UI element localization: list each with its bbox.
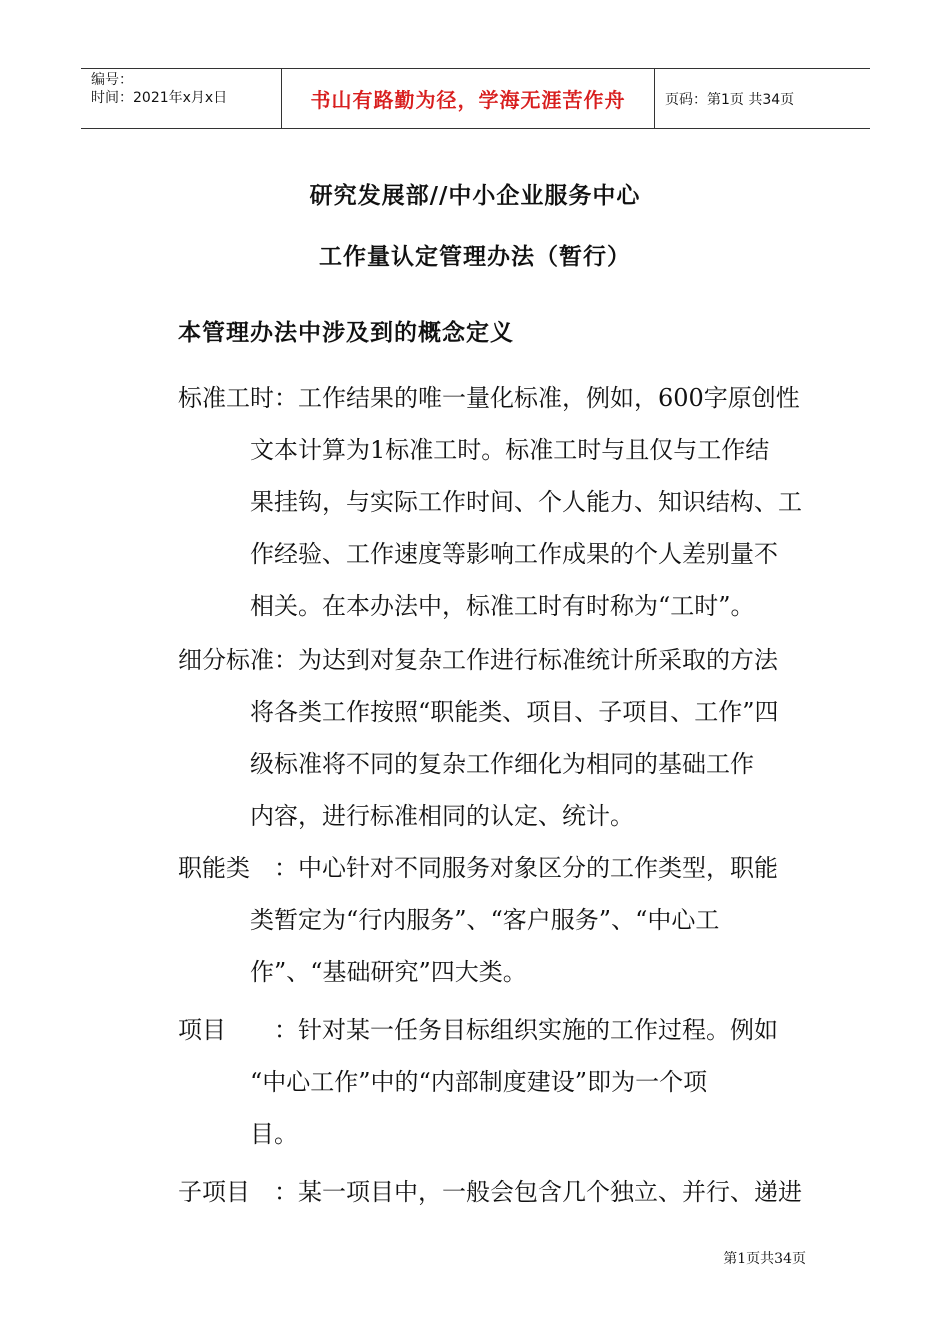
definition-line: 内容，进行标准相同的认定、统计。 <box>250 802 634 830</box>
definition-project <box>178 1004 808 1160</box>
definition-line: 目。 <box>250 1120 298 1148</box>
definition-function-category <box>178 842 808 998</box>
definition-line: 作经验、工作速度等影响工作成果的个人差别量不 <box>250 540 778 568</box>
definition-line: 职能类 ：中心针对不同服务对象区分的工作类型，职能 <box>178 854 778 882</box>
definition-subproject <box>178 1166 808 1218</box>
document-title-line-1: 研究发展部//中小企业服务中心 <box>309 183 641 209</box>
definition-line: 类暂定为“行内服务”、“客户服务”、“中心工 <box>250 906 720 934</box>
definition-line: 标准工时：工作结果的唯一量化标准，例如，600字原创性 <box>178 384 800 412</box>
document-date: 时间：2021年x月x日 <box>91 90 228 106</box>
document-number-label: 编号： <box>91 72 133 88</box>
definition-standard-hours <box>178 372 808 632</box>
section-heading: 本管理办法中涉及到的概念定义 <box>178 320 514 346</box>
definition-line: 将各类工作按照“职能类、项目、子项目、工作”四 <box>250 698 779 726</box>
header-page-info: 页码：第1页 共34页 <box>665 91 795 108</box>
definition-line: 细分标准：为达到对复杂工作进行标准统计所采取的方法 <box>178 646 778 674</box>
definition-line: 相关。在本办法中，标准工时有时称为“工时”。 <box>250 592 755 620</box>
definition-line: 作”、“基础研究”四大类。 <box>250 958 527 986</box>
page-header <box>81 68 870 129</box>
page-footer: 第1页共34页 <box>723 1251 806 1267</box>
definition-line: 文本计算为1标准工时。标准工时与且仅与工作结 <box>250 436 770 464</box>
definition-line: 项目 ：针对某一任务目标组织实施的工作过程。例如 <box>178 1016 778 1044</box>
definition-line: 级标准将不同的复杂工作细化为相同的基础工作 <box>250 750 754 778</box>
definition-line: 子项目 ：某一项目中，一般会包含几个独立、并行、递进 <box>178 1178 802 1206</box>
header-meta <box>81 69 281 128</box>
document-title-line-2: 工作量认定管理办法（暂行） <box>319 244 631 270</box>
definition-subdivision-standard <box>178 634 808 842</box>
header-motto: 书山有路勤为径，学海无涯苦作舟 <box>281 69 655 128</box>
definition-line: “中心工作”中的“内部制度建设”即为一个项 <box>250 1068 708 1096</box>
definition-line: 果挂钩，与实际工作时间、个人能力、知识结构、工 <box>250 488 802 516</box>
